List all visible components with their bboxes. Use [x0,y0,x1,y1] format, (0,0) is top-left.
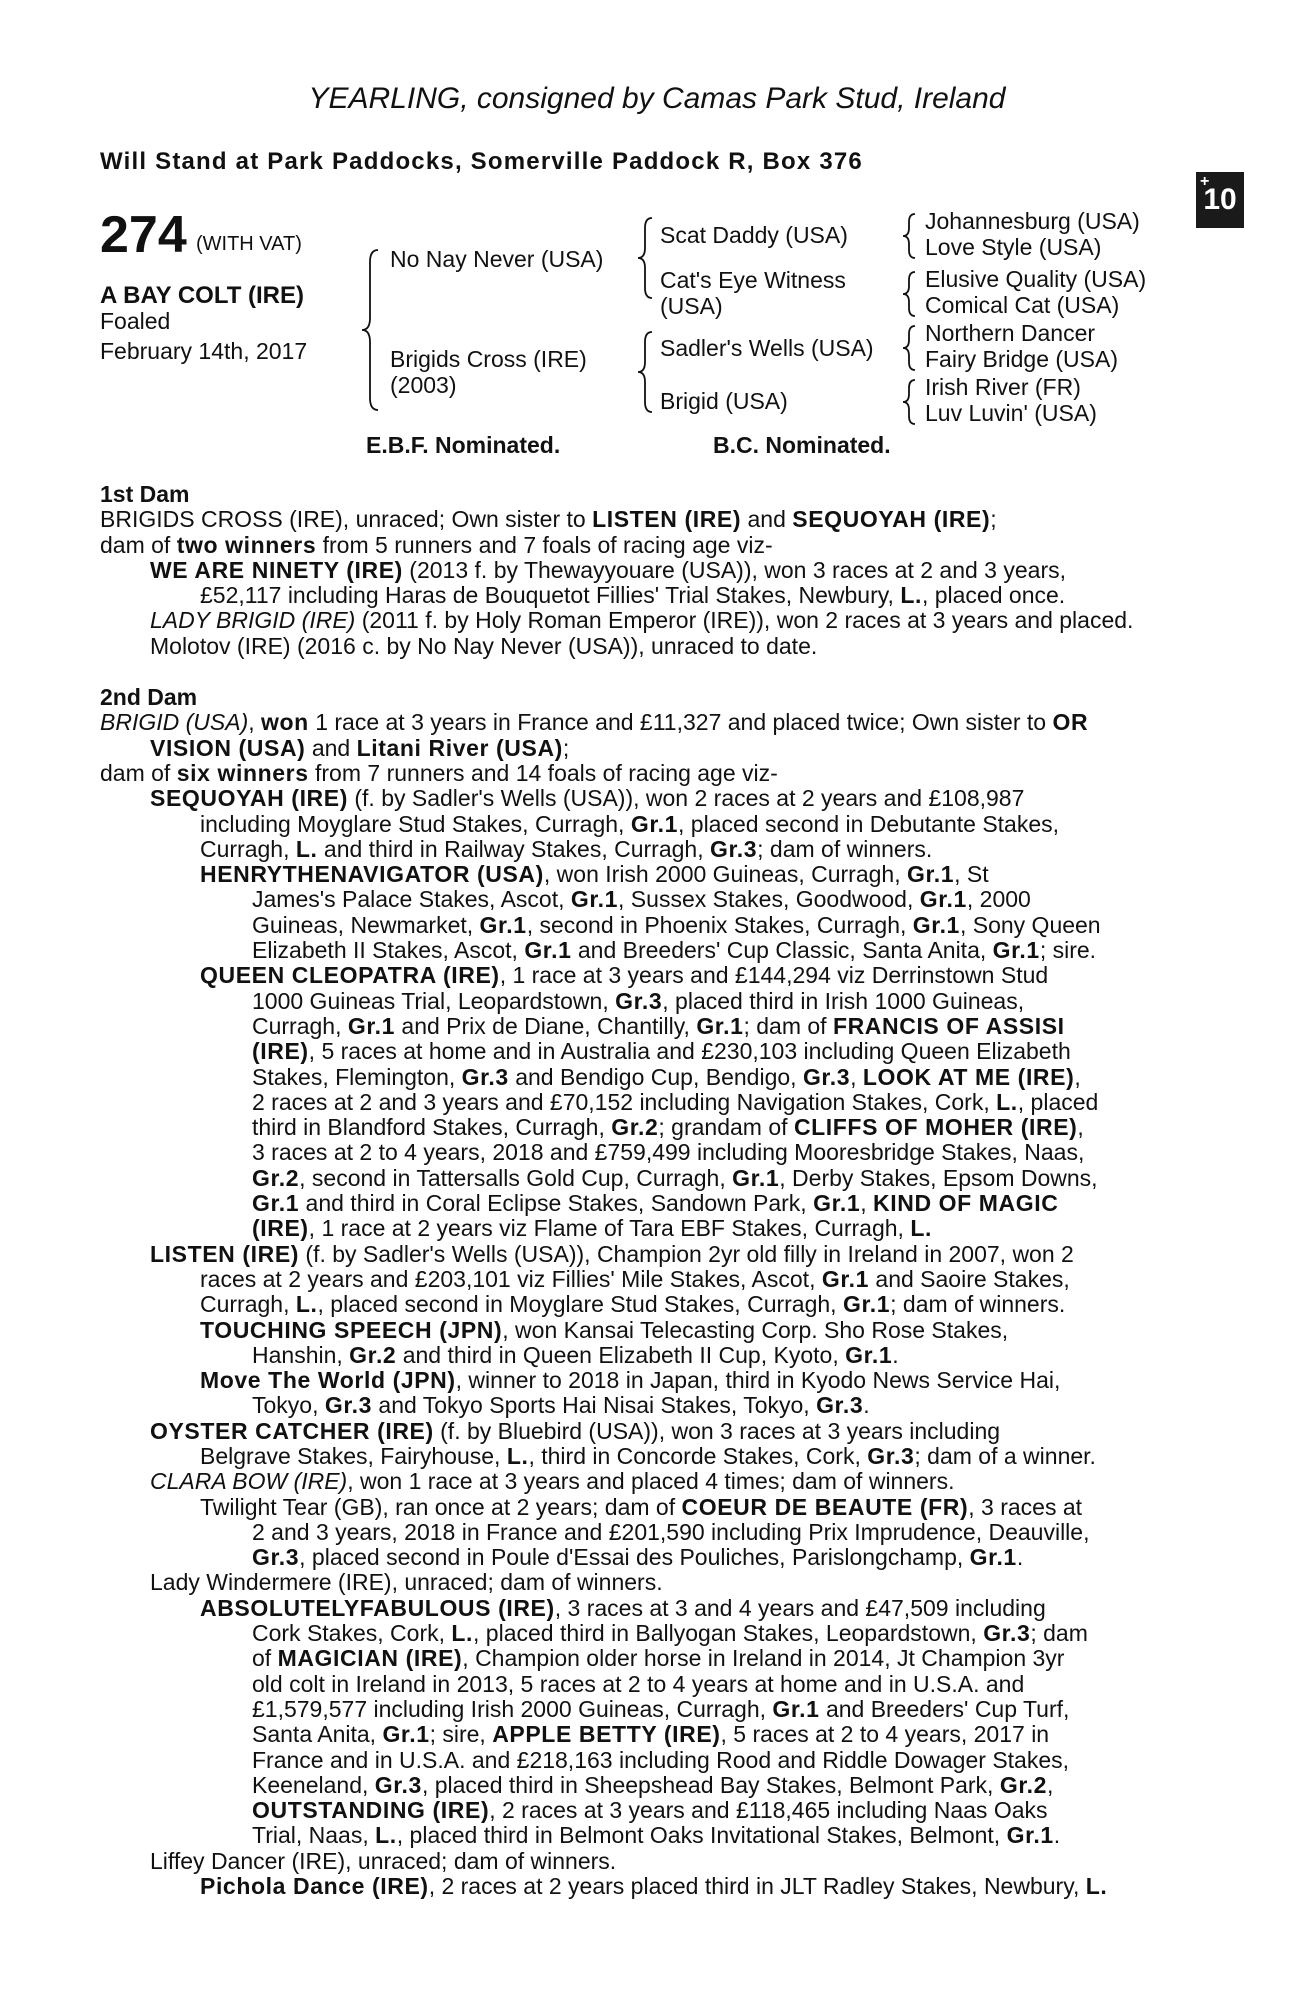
dam-dam: Brigid (USA) [660,388,788,414]
brace-sire [638,218,652,298]
second-dam-line: dam of six winners from 7 runners and 14 foals of racing age viz- [100,759,778,786]
second-dam-line: Hanshin, Gr.2 and third in Queen Elizabeth II Cup, Kyoto, Gr.1. [252,1341,899,1368]
sire-sire: Scat Daddy (USA) [660,222,848,248]
second-dam-line: Belgrave Stakes, Fairyhouse, L., third in Concorde Stakes, Cork, Gr.3; dam of a winner. [200,1442,1096,1469]
bc-nominated: B.C. Nominated. [713,432,891,458]
foaled-label: Foaled [100,308,171,334]
second-dam-line: £1,579,577 including Irish 2000 Guineas, Curragh, Gr.1 and Breeders' Cup Turf, [252,1695,1070,1722]
dsd: Fairy Bridge (USA) [925,346,1118,372]
second-dam-line: France and in U.S.A. and £218,163 including Rood and Riddle Dowager Stakes, [252,1746,1070,1773]
second-dam-line: Lady Windermere (IRE), unraced; dam of winners. [150,1569,663,1596]
second-dam-line: 1000 Guineas Trial, Leopardstown, Gr.3, placed third in Irish 1000 Guineas, [252,987,1025,1014]
lot-title: A BAY COLT (IRE) [100,282,305,309]
first-dam-line: dam of two winners from 5 runners and 7 foals of racing age viz- [100,531,773,558]
second-dam-line: Guineas, Newmarket, Gr.1, second in Phoenix Stakes, Curragh, Gr.1, Sony Queen [252,911,1101,938]
second-dam-line: Move The World (JPN), winner to 2018 in Japan, third in Kyodo News Service Hai, [200,1367,1061,1394]
sire-dam-line2: (USA) [660,293,723,319]
produce-record [100,482,1204,1899]
ssd: Love Style (USA) [925,234,1102,260]
second-dam-line: LISTEN (IRE) (f. by Sadler's Wells (USA)), Champion 2yr old filly in Ireland in 2007, won 2 [150,1240,1074,1267]
stand-location: Will Stand at Park Paddocks, Somerville Paddock R, Box 376 [100,148,863,175]
sss: Johannesburg (USA) [925,208,1140,234]
second-dam-line: Curragh, L., placed second in Moyglare Stud Stakes, Curragh, Gr.1; dam of winners. [200,1291,1066,1318]
brace-dam [638,332,652,412]
sds: Elusive Quality (USA) [925,266,1147,292]
second-dam-line: Keeneland, Gr.3, placed third in Sheepshead Bay Stakes, Belmont Park, Gr.2, [252,1771,1054,1798]
second-dam-line: (IRE), 5 races at home and in Australia and £230,103 including Queen Elizabeth [252,1038,1071,1065]
second-dam-line: Tokyo, Gr.3 and Tokyo Sports Hai Nisai Stakes, Tokyo, Gr.3. [252,1392,870,1419]
dss: Northern Dancer [925,320,1096,346]
tag-plus: + [1200,173,1210,190]
second-dam-line: Twilight Tear (GB), ran once at 2 years; dam of COEUR DE BEAUTE (FR), 3 races at [200,1493,1083,1520]
second-dam-heading: 2nd Dam [100,684,198,711]
second-dam-line: old colt in Ireland in 2013, 5 races at 2 to 4 years at home and in U.S.A. and [252,1670,1025,1697]
ddd: Luv Luvin' (USA) [925,400,1097,426]
second-dam-line: Gr.3, placed second in Poule d'Essai des Pouliches, Parislongchamp, Gr.1. [252,1544,1024,1571]
second-dam-line: 2 and 3 years, 2018 in France and £201,590 including Prix Imprudence, Deauville, [252,1518,1090,1545]
first-dam-line: LADY BRIGID (IRE) (2011 f. by Holy Roman Emperor (IRE)), won 2 races at 3 years and placed. [150,607,1134,634]
second-dam-line: Stakes, Flemington, Gr.3 and Bendigo Cup, Bendigo, Gr.3, LOOK AT ME (IRE), [252,1063,1081,1090]
tag-number: 10 [1203,183,1237,216]
second-dam-line: Cork Stakes, Cork, L., placed third in Ballyogan Stakes, Leopardstown, Gr.3; dam [252,1620,1088,1647]
second-dam-line: including Moyglare Stud Stakes, Curragh, Gr.1, placed second in Debutante Stakes, [200,810,1060,837]
sire: No Nay Never (USA) [390,246,604,272]
first-dam-heading: 1st Dam [100,481,190,507]
sdd: Comical Cat (USA) [925,292,1120,318]
second-dam-line: 3 races at 2 to 4 years, 2018 and £759,499 including Mooresbridge Stakes, Naas, [252,1139,1085,1166]
second-dam-line: Gr.2, second in Tattersalls Gold Cup, Curragh, Gr.1, Derby Stakes, Epsom Downs, [252,1164,1098,1191]
brace-sd [903,272,915,316]
second-dam-line: TOUCHING SPEECH (JPN), won Kansai Telecasting Corp. Sho Rose Stakes, [200,1316,1009,1343]
first-dam-line: BRIGIDS CROSS (IRE), unraced; Own sister to LISTEN (IRE) and SEQUOYAH (IRE); [100,506,997,533]
second-dam-line: VISION (USA) and Litani River (USA); [150,734,570,761]
first-dam-line: £52,117 including Haras de Bouquetot Fillies' Trial Stakes, Newbury, L., placed once. [200,582,1066,609]
dam-sire: Sadler's Wells (USA) [660,335,874,361]
second-dam-line: Curragh, L. and third in Railway Stakes, Curragh, Gr.3; dam of winners. [200,835,933,862]
second-dam-line: James's Palace Stakes, Ascot, Gr.1, Sussex Stakes, Goodwood, Gr.1, 2000 [252,886,1031,913]
second-dam-line: races at 2 years and £203,101 viz Fillies' Mile Stakes, Ascot, Gr.1 and Saoire Stakes, [200,1265,1070,1292]
second-dam-line: OYSTER CATCHER (IRE) (f. by Bluebird (USA)), won 3 races at 3 years including [150,1417,1001,1444]
second-dam-line: Trial, Naas, L., placed third in Belmont Oaks Invitational Stakes, Belmont, Gr.1. [252,1822,1061,1849]
ebf-nominated: E.B.F. Nominated. [366,432,561,458]
second-dam-line: QUEEN CLEOPATRA (IRE), 1 race at 3 years and £144,294 viz Derrinstown Stud [200,962,1049,989]
second-dam-line: CLARA BOW (IRE), won 1 race at 3 years and placed 4 times; dam of winners. [150,1468,955,1495]
second-dam-line: Gr.1 and third in Coral Eclipse Stakes, Sandown Park, Gr.1, KIND OF MAGIC [252,1190,1059,1217]
brace-ss [903,214,915,258]
brace-ds [903,326,915,370]
second-dam-line: third in Blandford Stakes, Curragh, Gr.2; grandam of CLIFFS OF MOHER (IRE), [252,1114,1084,1141]
dam-name: Brigids Cross (IRE) [390,346,587,372]
second-dam-line: SEQUOYAH (IRE) (f. by Sadler's Wells (USA)), won 2 races at 2 years and £108,987 [150,785,1025,812]
sire-dam-line1: Cat's Eye Witness [660,267,846,293]
lot-number: 274 [100,206,187,264]
second-dam-line: BRIGID (USA), won 1 race at 3 years in France and £11,327 and placed twice; Own sister to OR [100,709,1089,736]
foaled-date: February 14th, 2017 [100,338,308,364]
second-dam-line: HENRYTHENAVIGATOR (USA), won Irish 2000 Guineas, Curragh, Gr.1, St [200,861,989,888]
second-dam-line: Pichola Dance (IRE), 2 races at 2 years placed third in JLT Radley Stakes, Newbury, L. [200,1873,1108,1900]
dam-year: (2003) [390,372,457,398]
vat-note: (WITH VAT) [196,233,302,255]
second-dam-line: (IRE), 1 race at 2 years viz Flame of Tara EBF Stakes, Curragh, L. [252,1215,932,1242]
brace-dd [903,380,915,424]
dds: Irish River (FR) [925,374,1081,400]
second-dam-line: Curragh, Gr.1 and Prix de Diane, Chantilly, Gr.1; dam of FRANCIS OF ASSISI [252,1012,1065,1039]
first-dam-line: Molotov (IRE) (2016 c. by No Nay Never (USA)), unraced to date. [150,632,818,659]
second-dam-line: Santa Anita, Gr.1; sire, APPLE BETTY (IRE), 5 races at 2 to 4 years, 2017 in [252,1721,1050,1748]
second-dam-line: of MAGICIAN (IRE), Champion older horse in Ireland in 2014, Jt Champion 3yr [252,1645,1065,1672]
second-dam-line: Elizabeth II Stakes, Ascot, Gr.1 and Breeders' Cup Classic, Santa Anita, Gr.1; sire. [252,937,1097,964]
second-dam-line: Liffey Dancer (IRE), unraced; dam of winners. [150,1847,617,1874]
consignment-title: YEARLING, consigned by Camas Park Stud, Ireland [308,82,1006,115]
second-dam-line: ABSOLUTELYFABULOUS (IRE), 3 races at 3 and 4 years and £47,509 including [200,1594,1046,1621]
second-dam-line: OUTSTANDING (IRE), 2 races at 3 years and £118,465 including Naas Oaks [252,1797,1048,1824]
first-dam-line: WE ARE NINETY (IRE) (2013 f. by Thewayyouare (USA)), won 3 races at 2 and 3 years, [150,556,1066,583]
brace-gen1 [362,250,378,410]
second-dam-line: 2 races at 2 and 3 years and £70,152 including Navigation Stakes, Cork, L., placed [252,1088,1099,1115]
